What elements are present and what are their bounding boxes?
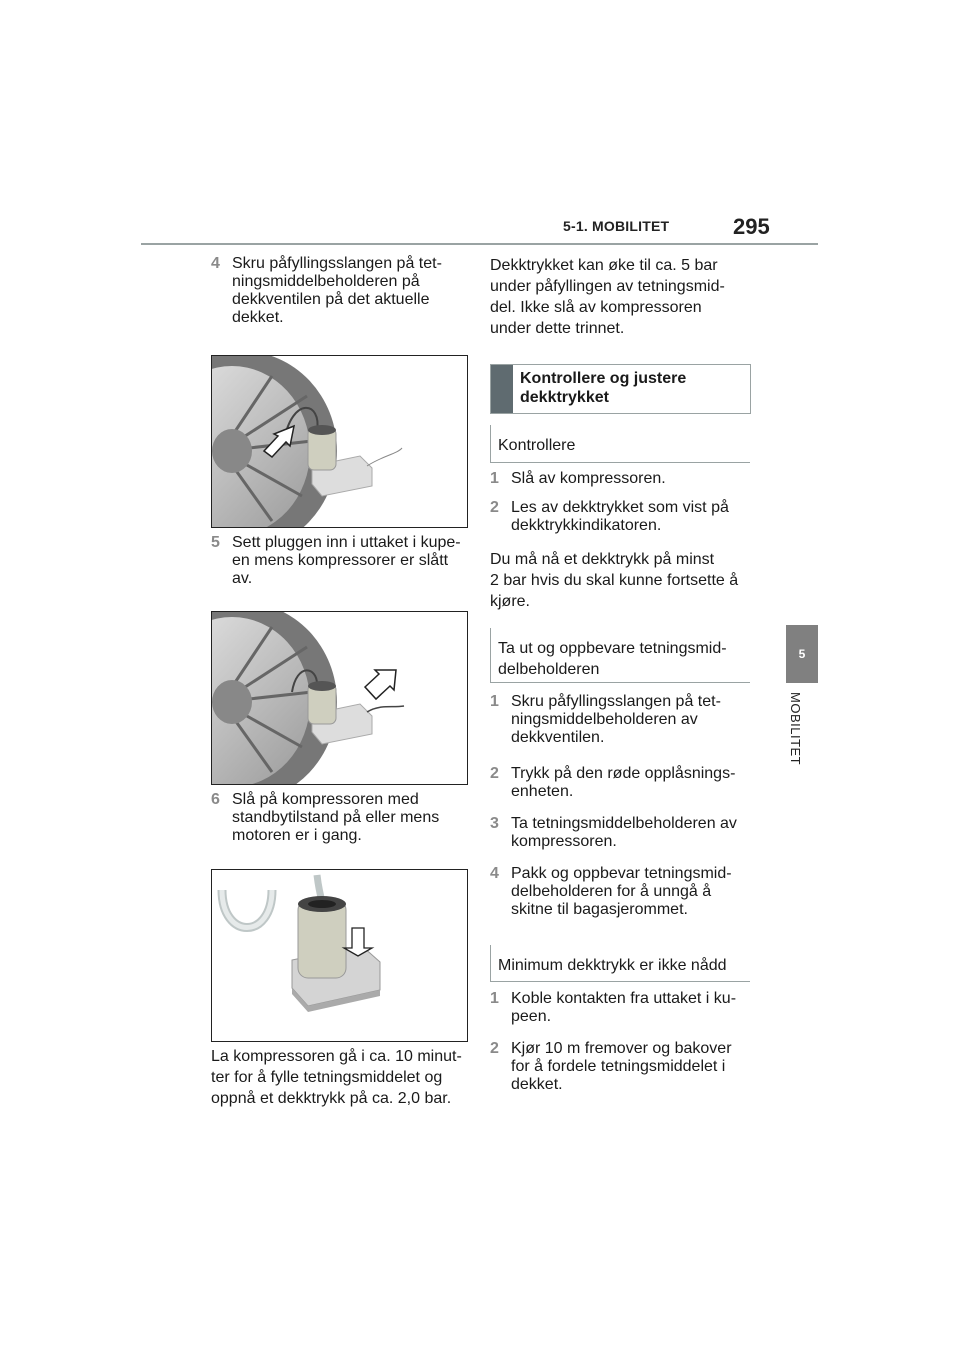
step-line: Les av dekktrykket som vist på xyxy=(511,499,729,516)
banner-bar xyxy=(491,365,513,413)
step-number: 1 xyxy=(490,470,499,487)
figure-compressor-running xyxy=(211,869,468,1042)
note-line: ter for å fylle tetningsmiddelet og xyxy=(211,1069,443,1086)
subheading-line: delbeholderen xyxy=(498,661,600,678)
step-line: skitne til bagasjerommet. xyxy=(511,901,688,918)
note-line: kjøre. xyxy=(490,593,530,610)
step-line: Ta tetningsmiddelbeholderen av xyxy=(511,815,737,832)
step-line: ningsmiddelbeholderen av xyxy=(511,711,698,728)
page-number: 295 xyxy=(733,214,770,239)
note-line: La kompressoren gå i ca. 10 minut- xyxy=(211,1048,462,1065)
banner-title-line: dekktrykket xyxy=(520,389,609,406)
step-line: Slå på kompressoren med xyxy=(232,791,419,808)
step-line: for å fordele tetningsmiddelet i xyxy=(511,1058,726,1075)
intro-line: Dekktrykket kan øke til ca. 5 bar xyxy=(490,257,718,274)
intro-paragraph xyxy=(490,255,752,339)
chapter-label-text: MOBILITET xyxy=(788,692,803,766)
step-line: Trykk på den røde opplåsnings- xyxy=(511,765,736,782)
step-number: 1 xyxy=(490,990,499,1007)
compressor-illustration xyxy=(212,870,467,1041)
note-line: oppnå et dekktrykk på ca. 2,0 bar. xyxy=(211,1090,452,1107)
subheading-text: Kontrollere xyxy=(498,437,576,454)
section-banner xyxy=(490,364,751,414)
step-number: 3 xyxy=(490,815,499,832)
subheading-line: Ta ut og oppbevare tetningsmid- xyxy=(498,640,727,657)
step-number: 6 xyxy=(211,791,220,808)
step-line: standbytilstand på eller mens xyxy=(232,809,440,826)
step-line: ningsmiddelbeholderen på xyxy=(232,273,420,290)
intro-line: under påfyllingen av tetningsmid- xyxy=(490,278,725,295)
step-line: dekket. xyxy=(511,1076,563,1093)
step-line: dekket. xyxy=(232,309,284,326)
figure-plug-in-socket xyxy=(211,611,468,785)
step-number: 2 xyxy=(490,1040,499,1057)
banner-title-line: Kontrollere og justere xyxy=(520,370,687,387)
step-line: Sett pluggen inn i uttaket i kupe- xyxy=(232,534,461,551)
step-line: delbeholderen for å unngå å xyxy=(511,883,712,900)
step-number: 1 xyxy=(490,693,499,710)
step-line: Koble kontakten fra uttaket i ku- xyxy=(511,990,737,1007)
compressor-illustration xyxy=(212,356,467,527)
step-line: peen. xyxy=(511,1008,552,1025)
step-line: Skru påfyllingsslangen på tet- xyxy=(511,693,721,710)
chapter-label xyxy=(784,692,820,782)
step-line: en mens kompressorer er slått xyxy=(232,552,449,569)
chapter-tab xyxy=(786,625,818,683)
step-line: av. xyxy=(232,570,253,587)
note-line: 2 bar hvis du skal kunne fortsette å xyxy=(490,572,739,589)
section-title: 5-1. MOBILITET xyxy=(563,218,670,234)
step-line: kompressoren. xyxy=(511,833,617,850)
figure-hose-on-valve xyxy=(211,355,468,528)
step-number: 5 xyxy=(211,534,220,551)
step-line: Skru påfyllingsslangen på tet- xyxy=(232,255,442,272)
step-line: Pakk og oppbevar tetningsmid- xyxy=(511,865,732,882)
subheading-kontrollere xyxy=(490,425,750,463)
intro-line: del. Ikke slå av kompressoren xyxy=(490,299,702,316)
note-line: Du må nå et dekktrykk på minst xyxy=(490,551,715,568)
intro-line: under dette trinnet. xyxy=(490,320,625,337)
subheading-min-pressure xyxy=(490,945,750,982)
compressor-illustration xyxy=(212,612,467,784)
step-number: 2 xyxy=(490,765,499,782)
chapter-number: 5 xyxy=(798,647,806,661)
step-line: Kjør 10 m fremover og bakover xyxy=(511,1040,732,1057)
step-number: 4 xyxy=(490,865,499,882)
step-line: motoren er i gang. xyxy=(232,827,362,844)
check-note xyxy=(490,549,752,612)
note-paragraph xyxy=(211,1046,473,1109)
step-line: enheten. xyxy=(511,783,574,800)
step-line: Slå av kompressoren. xyxy=(511,470,666,487)
step-number: 2 xyxy=(490,499,499,516)
step-line: dekkventilen på det aktuelle xyxy=(232,291,430,308)
step-line: dekktrykkindikatoren. xyxy=(511,517,662,534)
subheading-remove-container xyxy=(490,628,750,683)
step-number: 4 xyxy=(211,255,220,272)
step-line: dekkventilen. xyxy=(511,729,605,746)
subheading-text: Minimum dekktrykk er ikke nådd xyxy=(498,957,727,974)
header-divider xyxy=(141,243,818,245)
